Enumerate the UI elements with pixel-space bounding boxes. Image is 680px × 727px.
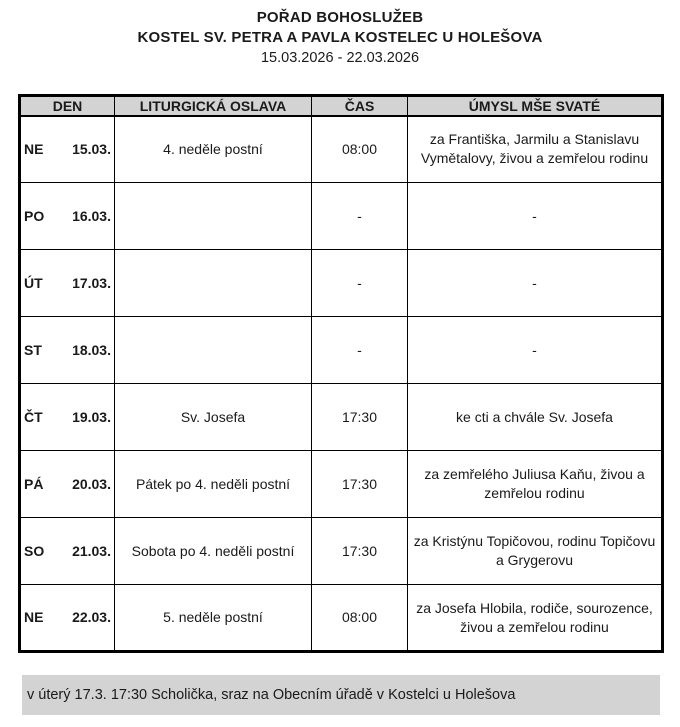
time-cell: - (312, 183, 408, 250)
time-cell: 08:00 (312, 585, 408, 652)
day-cell (20, 451, 115, 518)
day-date: 19.03. (72, 408, 111, 425)
day-abbrev: ČT (24, 408, 43, 425)
table-row (20, 384, 663, 451)
column-header-celebration: LITURGICKÁ OSLAVA (115, 96, 312, 116)
column-header-intention: ÚMYSL MŠE SVATÉ (408, 96, 663, 116)
celebration-cell: 5. neděle postní (115, 585, 312, 652)
time-cell: 08:00 (312, 116, 408, 183)
time-cell: 17:30 (312, 518, 408, 585)
day-date-wrap (24, 475, 111, 494)
day-date-wrap (24, 341, 111, 360)
footer-note-text: v úterý 17.3. 17:30 Scholička, sraz na Obecním úřadě v Kostelci u Holešova (27, 687, 516, 703)
day-cell (20, 116, 115, 183)
schedule-table-body (20, 116, 663, 652)
celebration-cell (115, 250, 312, 317)
celebration-cell (115, 317, 312, 384)
day-date: 18.03. (72, 341, 111, 358)
footer-note (22, 675, 660, 715)
celebration-cell: 4. neděle postní (115, 116, 312, 183)
day-cell (20, 317, 115, 384)
day-date-wrap (24, 274, 111, 293)
date-range: 15.03.2026 - 22.03.2026 (260, 50, 420, 66)
day-date: 15.03. (72, 140, 111, 157)
day-abbrev: NE (24, 140, 44, 157)
table-row (20, 250, 663, 317)
day-date-wrap (24, 608, 111, 627)
table-row (20, 585, 663, 652)
table-row (20, 518, 663, 585)
church-name: KOSTEL SV. PETRA A PAVLA KOSTELEC U HOLEŠOVA (137, 29, 543, 46)
title-block (0, 0, 680, 68)
day-date-wrap (24, 542, 111, 561)
time-cell: 17:30 (312, 451, 408, 518)
day-date: 20.03. (72, 475, 111, 492)
celebration-cell: Sv. Josefa (115, 384, 312, 451)
day-date: 17.03. (72, 274, 111, 291)
mass-schedule-table (18, 94, 664, 653)
day-abbrev: SO (24, 542, 45, 559)
table-row (20, 451, 663, 518)
day-date: 16.03. (72, 207, 111, 224)
intention-cell: - (408, 250, 663, 317)
day-abbrev: ÚT (24, 274, 43, 291)
intention-cell: za Josefa Hlobila, rodiče, sourozence, živou a zemřelou rodinu (408, 585, 663, 652)
day-date-wrap (24, 140, 111, 159)
intention-cell: za zemřelého Juliusa Kaňu, živou a zemřelou rodinu (408, 451, 663, 518)
day-date-wrap (24, 408, 111, 427)
day-cell (20, 518, 115, 585)
day-date-wrap (24, 207, 111, 226)
table-row (20, 183, 663, 250)
time-cell: - (312, 250, 408, 317)
column-header-day: DEN (20, 96, 115, 116)
day-cell (20, 585, 115, 652)
intention-cell: ke cti a chvále Sv. Josefa (408, 384, 663, 451)
column-header-time: ČAS (312, 96, 408, 116)
time-cell: - (312, 317, 408, 384)
intention-cell: za Františka, Jarmilu a Stanislavu Vymětalovy, živou a zemřelou rodinu (408, 116, 663, 183)
day-abbrev: PO (24, 207, 45, 224)
celebration-cell (115, 183, 312, 250)
day-date: 21.03. (72, 542, 111, 559)
day-abbrev: PÁ (24, 475, 44, 492)
intention-cell: - (408, 183, 663, 250)
day-cell (20, 183, 115, 250)
intention-cell: - (408, 317, 663, 384)
intention-cell: za Kristýnu Topičovou, rodinu Topičovu a Grygerovu (408, 518, 663, 585)
day-date: 22.03. (72, 609, 111, 625)
day-cell (20, 384, 115, 451)
celebration-cell: Sobota po 4. neděli postní (115, 518, 312, 585)
table-row (20, 116, 663, 183)
table-row (20, 317, 663, 384)
time-cell: 17:30 (312, 384, 408, 451)
day-abbrev: ST (24, 341, 42, 358)
celebration-cell: Pátek po 4. neděli postní (115, 451, 312, 518)
day-cell (20, 250, 115, 317)
table-header-row (20, 96, 663, 116)
page-title: POŘAD BOHOSLUŽEB (256, 9, 424, 26)
day-abbrev: NE (24, 609, 44, 625)
